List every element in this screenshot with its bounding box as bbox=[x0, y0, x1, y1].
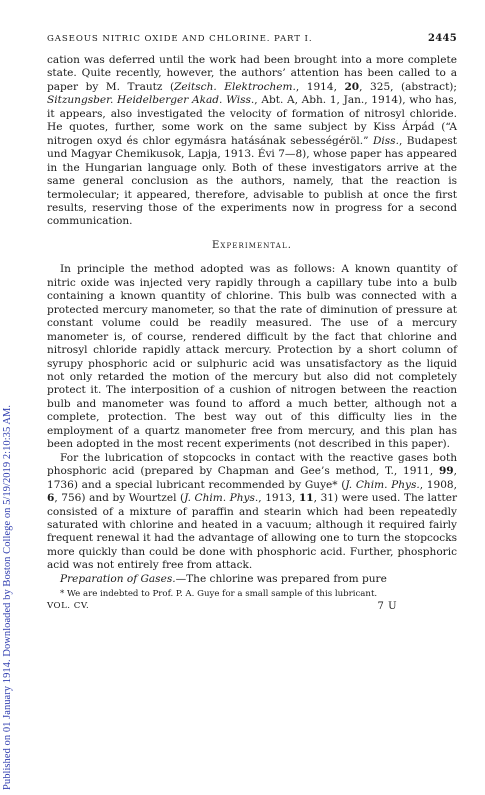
text-run: For the lubrication of stopcocks in contact with the reactive gases both phosphoric acid (prepared by Chapman and Gee’s method, T., 1911, bbox=[47, 451, 457, 478]
journal-page bbox=[47, 33, 457, 612]
paragraph-lubrication bbox=[47, 452, 457, 573]
text-run: , Abt. A, Abh. 1, Jan., 1914), who has, it appears, also investigated the velocity of formation of nitrosyl chloride. He quotes, further, some work on the same subject by Kiss Árpád (“A nitrogen oxyd és chlor egymásra hatásának sebességéröl.” bbox=[47, 94, 457, 147]
paragraph-preparation bbox=[47, 573, 457, 586]
citation-diss: Diss. bbox=[372, 134, 399, 147]
text-run: cation was deferred until the work had been brought into a more complete state. Quite recently, however, the authors’ attention has been called to a paper by M. Trautz ( bbox=[47, 54, 457, 93]
text-run: , 1908, bbox=[419, 478, 457, 491]
text-run: , 1736) and a special lubricant recommended by Guye* ( bbox=[47, 465, 457, 491]
text-run: , 1914, bbox=[295, 80, 345, 93]
article-body bbox=[47, 54, 457, 586]
citation-volume: 6 bbox=[47, 492, 55, 505]
running-header bbox=[47, 33, 457, 44]
text-run: —The chlorine was prepared from pure bbox=[175, 572, 387, 585]
signature-mark: 7 U bbox=[377, 601, 397, 613]
citation-volume: 11 bbox=[298, 492, 314, 505]
citation-journal: J. Chim. Phys. bbox=[184, 492, 259, 505]
text-run: , 756) and by Wourtzel ( bbox=[54, 492, 185, 505]
citation-journal: Sitzungsber. Heidelberger Akad. Wiss. bbox=[47, 94, 255, 107]
text-run: , Budapest und Magyar Chemikusok, Lapja, 1913. Évi 7—8), whose paper has appeared in the Hungarian language only. Both of these investigators arrive at the same general conclusion as the authors, namely, that the reaction is termolecular; it appeared, therefore, advisable to publish at once the first results, reserving those of the experiments now in progress for a second communication. bbox=[47, 134, 457, 228]
text-run: , 1913, bbox=[258, 492, 299, 505]
text-run: , 31) were used. The latter consisted of a mixture of paraffin and stearin which had been repeatedly saturated with chlorine and heated in a vacuum; although it required fairly frequent renewal it had the advantage of allowing one to turn the stopcocks more quickly than could be done with phosphoric acid. Further, phosphoric acid was not entirely free from attack. bbox=[47, 492, 457, 572]
footnote: * We are indebted to Prof. P. A. Guye for a small sample of this lubricant. bbox=[60, 589, 378, 600]
page-number: 2445 bbox=[427, 33, 457, 44]
paragraph-method bbox=[47, 263, 457, 451]
citation-journal: Zeitsch. Elektrochem. bbox=[174, 80, 296, 93]
citation-volume: 20 bbox=[344, 80, 360, 93]
download-watermark bbox=[1, 20, 15, 790]
section-heading-experimental: Experimental. bbox=[211, 239, 292, 251]
text-run: In principle the method adopted was as follows: A known quantity of nitric oxide was injected very rapidly through a capillary tube into a bulb containing a known quantity of chlorine. This bulb was connected with a protected mercury manometer, so that the rate of diminution of pressure at constant volume could be readily measured. The use of a mercury manometer is, of course, rendered difficult by the fact that chlorine and nitrosyl chloride rapidly attack mercury. Protection by a short column of syrupy phosphoric acid or sulphuric acid was unsatisfactory as the liquid not only retarded the motion of the mercury but also did not completely protect it. The interposition of a cushion of nitrogen between the reaction bulb and manometer was found to afford a much better, although not a complete, protection. The best way out of this difficulty lies in the employment of a quartz manometer free from mercury, and this plan has been adopted in the most recent experiments (not described in this paper). bbox=[47, 263, 457, 451]
running-title: GASEOUS NITRIC OXIDE AND CHLORINE. PART I. bbox=[47, 34, 313, 44]
download-watermark-text: Published on 01 January 1914. Downloaded by Boston College on 5/19/2019 2:10:35 AM. bbox=[2, 404, 13, 790]
subsection-heading: Preparation of Gases. bbox=[60, 572, 176, 585]
page-footer bbox=[47, 601, 457, 612]
paragraph-intro-continuation bbox=[47, 54, 457, 229]
citation-volume: 99 bbox=[438, 465, 454, 478]
volume-label: VOL. CV. bbox=[47, 601, 90, 612]
citation-journal: J. Chim. Phys. bbox=[345, 478, 420, 491]
text-run: , 325, (abstract); bbox=[359, 80, 457, 93]
